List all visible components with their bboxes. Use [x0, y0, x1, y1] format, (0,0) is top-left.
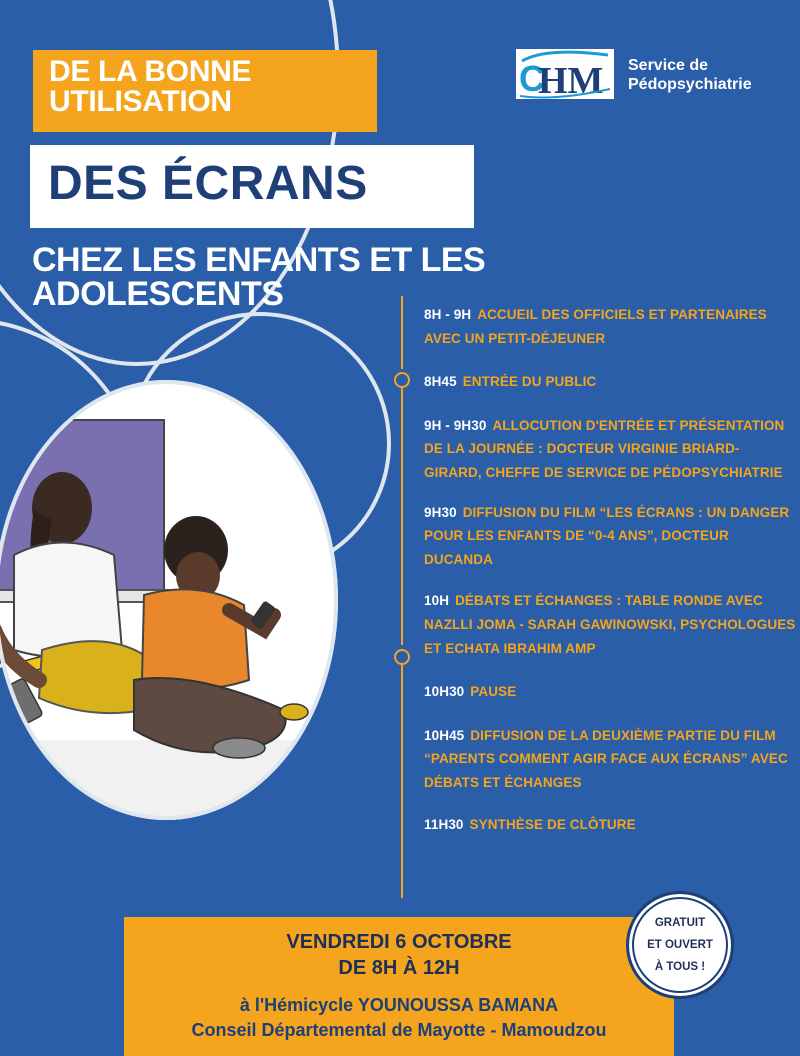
children-watching-screens-illustration: [0, 380, 339, 820]
timeline-segment: [401, 665, 403, 898]
program-description: ALLOCUTION D'ENTRÉE ET PRÉSENTATION DE LA JOURNÉE : DOCTEUR VIRGINIE BRIARD-GIRARD, CHEFFE DE SERVICE DE PÉDOPSYCHIATRIE: [424, 417, 785, 480]
program-item: [424, 813, 796, 837]
program-time: 10H45: [424, 727, 465, 743]
program-item: [424, 724, 796, 795]
timeline-node: [394, 649, 410, 665]
program-description: SYNTHÈSE DE CLÔTURE: [469, 816, 636, 832]
program-description: PAUSE: [470, 684, 517, 700]
program-time: 10H30: [424, 684, 465, 700]
program-item: [424, 303, 796, 350]
timeline-segment: [401, 586, 403, 645]
program-time: 11H30: [424, 816, 464, 832]
event-date: VENDREDI 6 OCTOBRE DE 8H À 12H: [286, 931, 512, 979]
program-description: DIFFUSION DE LA DEUXIÈME PARTIE DU FILM “PARENTS COMMENT AGIR FACE AUX ÉCRANS” AVEC DÉBATS ET ÉCHANGES: [424, 727, 788, 790]
free-entry-badge: GRATUIT ET OUVERT À TOUS !: [626, 891, 734, 999]
chm-logo: [516, 49, 614, 99]
title-banner-line1: DE LA BONNE UTILISATION: [33, 50, 377, 132]
timeline-segment: [401, 296, 403, 369]
program-description: ENTRÉE DU PUBLIC: [462, 374, 597, 390]
program-item: [424, 589, 796, 660]
svg-text:C: C: [519, 58, 545, 99]
timeline-node: [394, 372, 410, 388]
event-venue: à l'Hémicycle YOUNOUSSA BAMANA Conseil Départemental de Mayotte - Mamoudzou: [191, 995, 607, 1040]
svg-text:HM: HM: [538, 60, 604, 99]
logo-service-name: Service de Pédopsychiatrie: [628, 57, 752, 93]
program-time: 10H: [424, 593, 450, 609]
chm-logo-icon: [516, 49, 614, 99]
program-time: 8H45: [424, 374, 457, 390]
program-item: [424, 370, 796, 394]
program-item: [424, 680, 796, 704]
program-item: [424, 501, 796, 572]
program-list: [424, 303, 796, 836]
program-description: DÉBATS ET ÉCHANGES : TABLE RONDE AVEC NAZLLI JOMA - SARAH GAWINOWSKI, PSYCHOLOGUES ET ECHATA IBRAHIM AMP: [424, 593, 796, 656]
program-time: 9H30: [424, 504, 457, 520]
program-description: DIFFUSION DU FILM “LES ÉCRANS : UN DANGER POUR LES ENFANTS DE “0-4 ANS”, DOCTEUR DUCANDA: [424, 504, 790, 567]
title-banner-main: DES ÉCRANS: [30, 145, 474, 228]
poster-subtitle: CHEZ LES ENFANTS ET LES ADOLESCENTS: [32, 241, 486, 313]
program-description: ACCUEIL DES OFFICIELS ET PARTENAIRES AVEC UN PETIT-DÉJEUNER: [424, 307, 767, 346]
program-timeline: [401, 296, 403, 898]
timeline-segment: [401, 388, 403, 618]
program-time: 8H - 9H: [424, 307, 472, 322]
program-time: 9H - 9H30: [424, 417, 487, 433]
program-item: [424, 414, 796, 485]
